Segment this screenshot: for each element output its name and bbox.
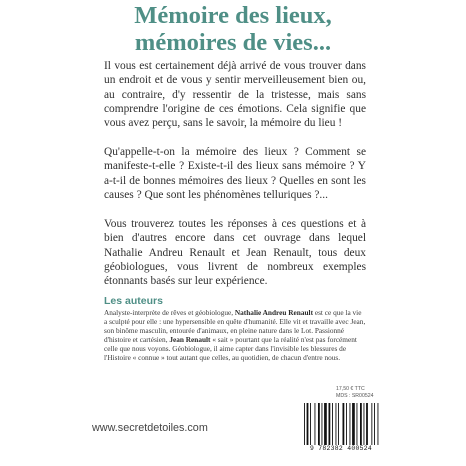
product-code: MDS : SR00524 (336, 392, 374, 399)
barcode-bar (371, 403, 372, 445)
barcode-bar (378, 403, 379, 445)
book-title (0, 2, 466, 56)
barcode-bar (336, 403, 337, 445)
authors-intro: Analyste-interprète de rêves et géobiologue, (104, 308, 235, 317)
barcode-bar (360, 403, 362, 445)
blurb-paragraph-3: Vous trouverez toutes les réponses à ces questions et à bien d'autres encore dans cet ouvrage dans lequel Nathalie Andreu Renault et Jean Renault, tous deux géobiologues, vous livrent de nombreux exemples étonnants basés sur leur expérience. (104, 218, 366, 288)
barcode-bar (352, 403, 355, 445)
authors-bio-2: « sait » pourtant que la réalité n'est pas forcément celle que nous voyons. Géobiologue, il aime capter dans l'invisible les blessures de l'Histoire « connue » tout autant que celles, au quotidien, de chacun d'entre nous. (104, 335, 357, 363)
barcode-bar (318, 403, 320, 445)
barcode-digits: 9 782382 400524 (300, 445, 382, 452)
barcode-bar (346, 403, 347, 445)
barcode-bar (329, 403, 331, 445)
authors-bio (104, 308, 366, 363)
price-block (336, 386, 394, 399)
barcode-bar (350, 403, 351, 445)
title-line-2: mémoires de vies... (134, 29, 332, 56)
blurb-paragraph-1: Il vous est certainement déjà arrivé de vous trouver dans un endroit et de vous y sentir merveilleusement bien ou, au contraire, d'y ressentir de la tristesse, mais sans comprendre l'origine de ces émotions. Cela signifie que vous avez perçu, sans le savoir, la mémoire du lieu ! (104, 60, 366, 130)
barcode-bar (307, 403, 309, 445)
barcode-bar (310, 403, 311, 445)
barcode-bar (332, 403, 333, 445)
price-amount: 17,50 € TTC (336, 386, 365, 392)
isbn-barcode (300, 402, 382, 452)
barcode-bar (343, 403, 345, 445)
blurb-paragraph-2: Qu'appelle-t-on la mémoire des lieux ? Comment se manifeste-t-elle ? Existe-t-il des lieux sans mémoire ? Y a-t-il de bonnes mémoires des lieux ? Quelles en sont les causes ? Que sont les phénomènes telluriques ?... (104, 146, 366, 201)
barcode-bar (374, 403, 375, 445)
website-url[interactable]: www.secretdetoiles.com (92, 422, 208, 434)
barcode-bar (304, 403, 305, 445)
author-name-2: Jean Renault (169, 335, 211, 345)
authors-section (104, 295, 366, 363)
authors-bio-1: est ce que la vie a sculpté pour elle : une hypersensible en quête d'humanité. Elle vit et travaille avec Jean, son binôme masculin, entourée d'animaux, en pleine nature dans le Lot. Passionné d'histoire et cartésien, (104, 308, 366, 345)
barcode-bar (315, 403, 316, 445)
barcode-bar (357, 403, 358, 445)
barcode-bar (322, 403, 323, 445)
title-line-1: Mémoire des lieux, (134, 2, 332, 29)
barcode-bar (324, 403, 327, 445)
barcode-bars (300, 402, 382, 446)
barcode-bar (338, 403, 339, 445)
author-name-1: Nathalie Andreu Renault (234, 308, 314, 317)
barcode-bar (366, 403, 368, 445)
barcode-bar (364, 403, 365, 445)
authors-heading: Les auteurs (104, 295, 163, 307)
